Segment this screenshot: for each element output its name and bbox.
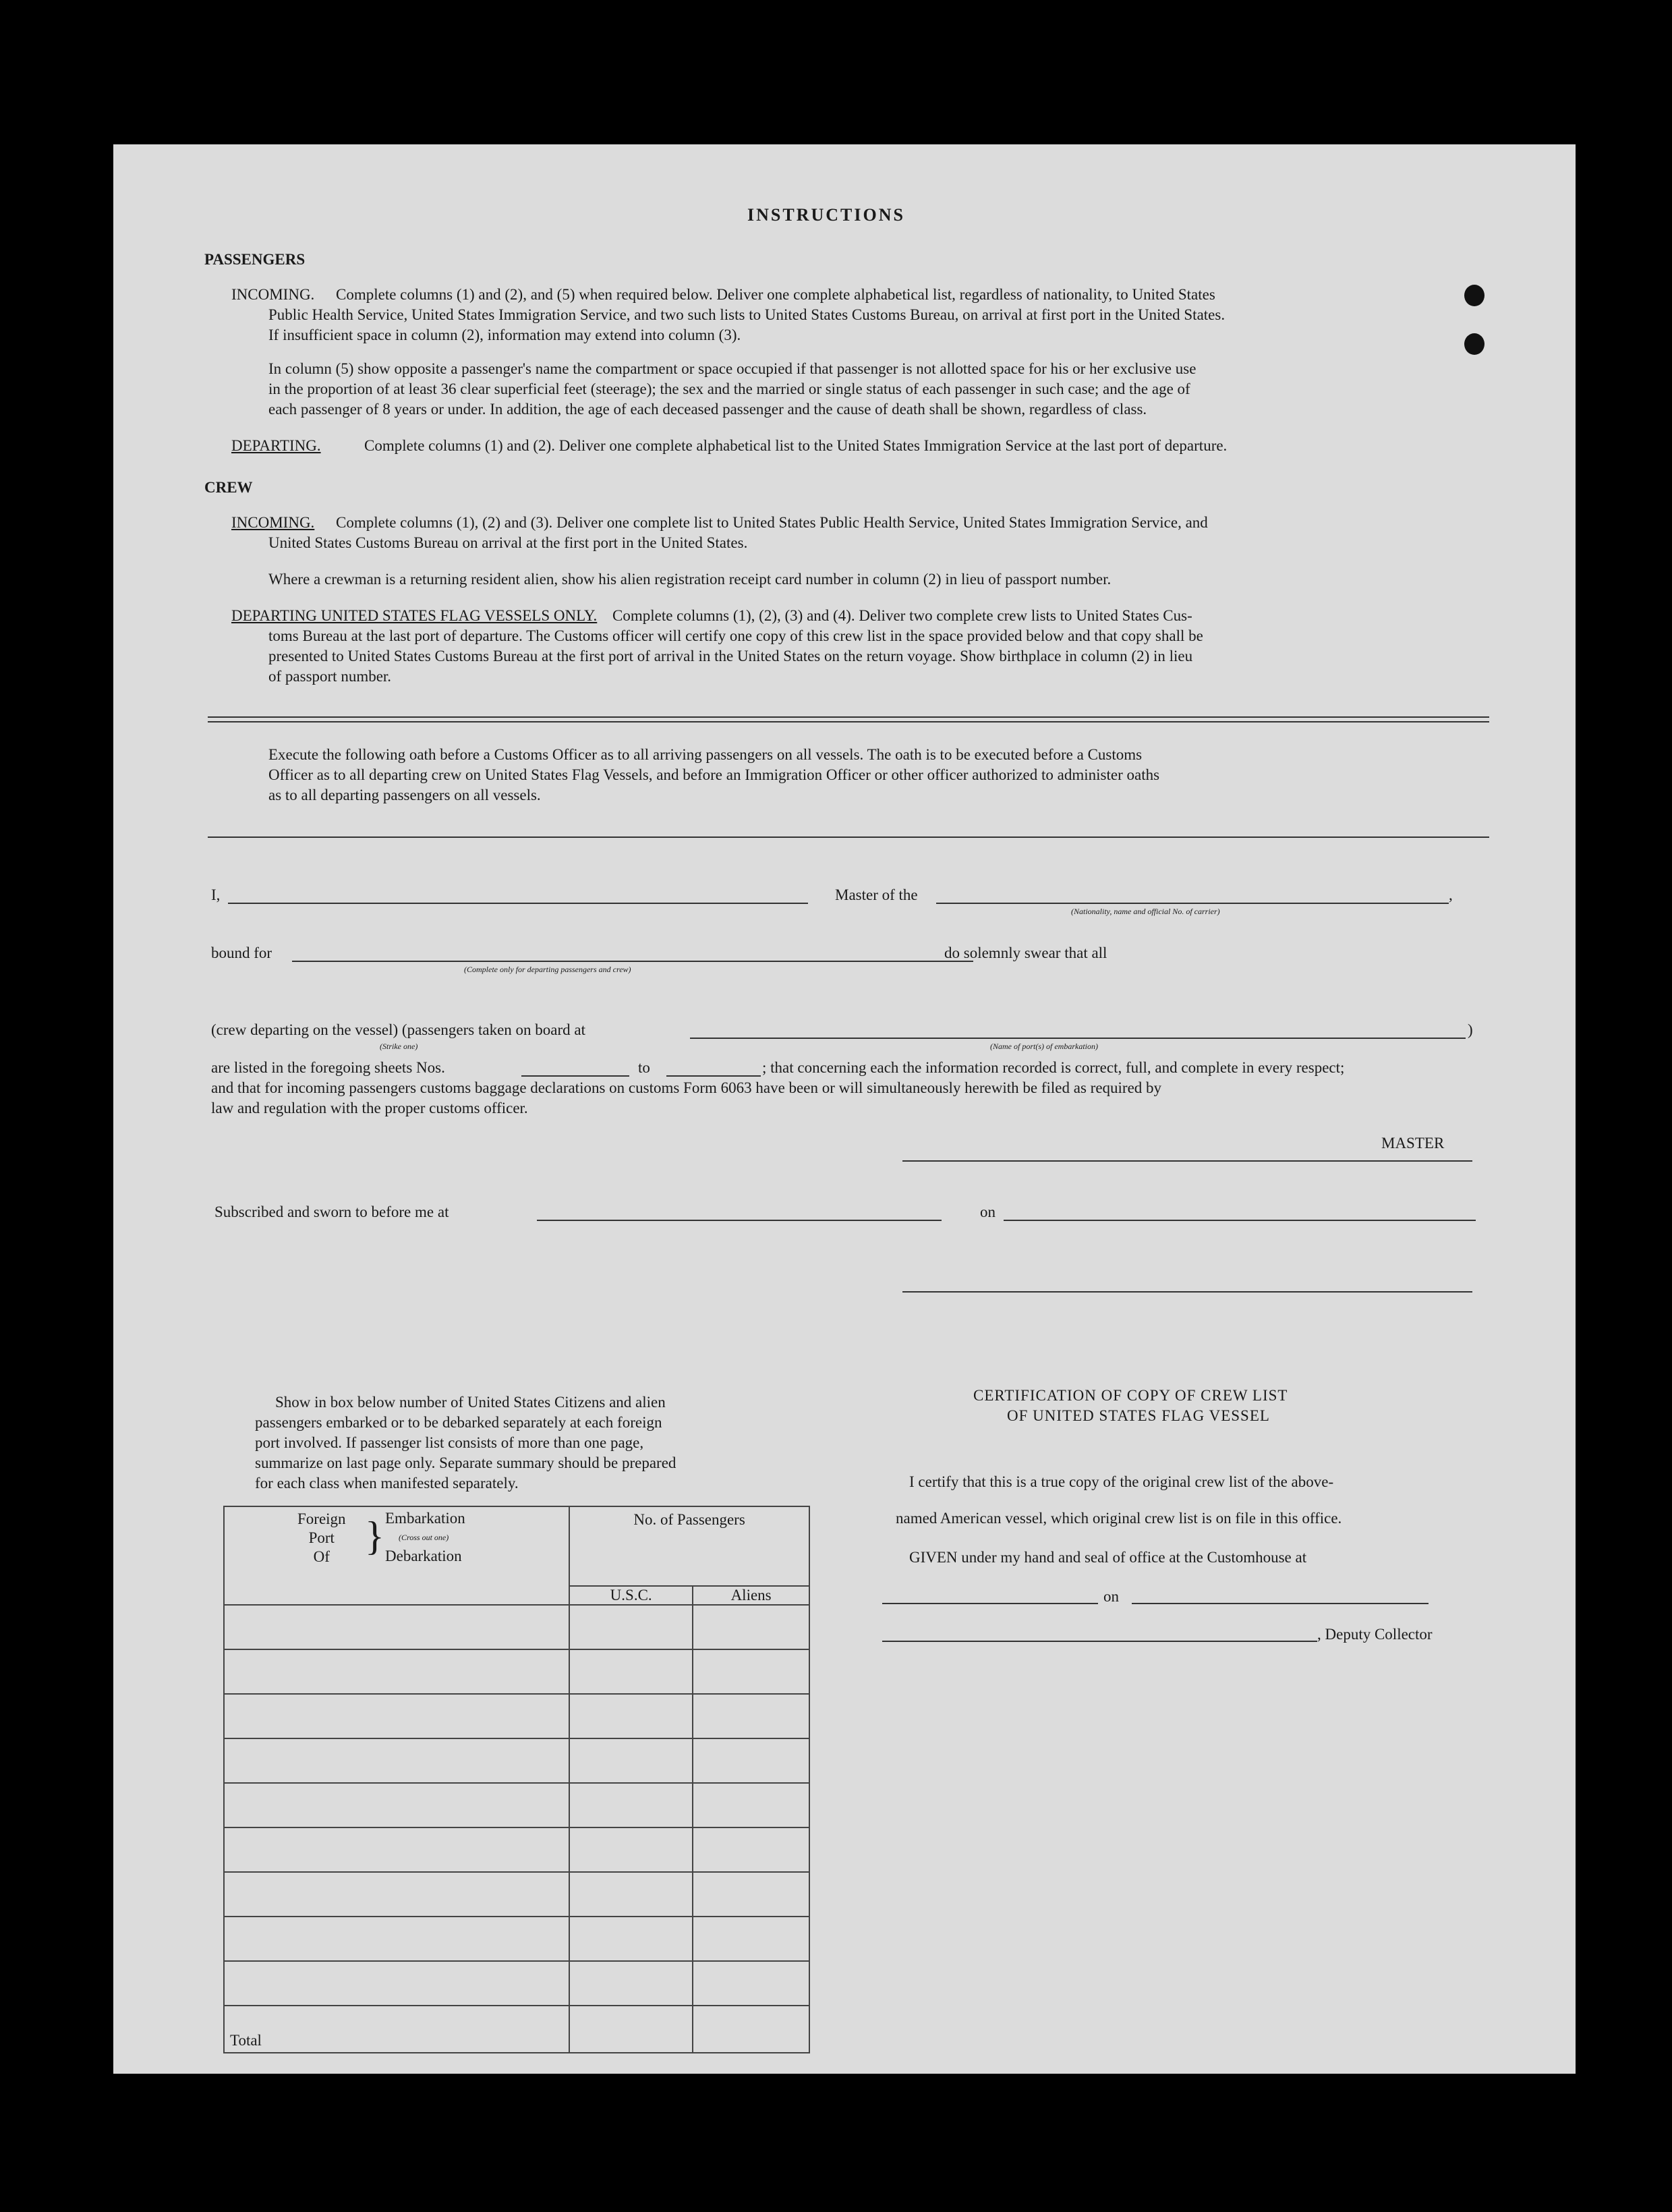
cross-out-caption: (Cross out one) [399,1533,449,1542]
aliens-cell[interactable] [693,1605,809,1649]
usc-cell[interactable] [569,1783,693,1827]
oath-intro-line2: Officer as to all departing crew on United States Flag Vessels, and before an Immigration Officer or other officer authorized to administer oaths [268,766,1160,783]
aliens-label: Aliens [730,1587,772,1604]
punch-hole-mark [1464,333,1484,355]
port-cell[interactable] [224,1917,569,1961]
bound-for-field[interactable] [292,961,973,962]
crew-resident-alien: Where a crewman is a returning resident alien, show his alien registration receipt card number in column (2) in lieu of passport number. [268,571,1112,588]
master-signature-field[interactable] [902,1160,1472,1162]
column5-line1: In column (5) show opposite a passenger's name the compartment or space occupied if that passenger is not allotted space for his or her exclusive use [268,360,1197,377]
officer-signature-field[interactable] [902,1291,1472,1293]
column5-line3: each passenger of 8 years or under. In addition, the age of each deceased passenger and the cause of death shall be shown, regardless of class. [268,401,1147,418]
carrier-caption: (Nationality, name and official No. of carrier) [1071,907,1220,916]
summary-instr-line5: for each class when manifested separately. [255,1475,519,1492]
port-cell[interactable] [224,1738,569,1783]
deputy-collector-label: , Deputy Collector [1317,1626,1433,1643]
certification-text-line1: I certify that this is a true copy of the original crew list of the above- [909,1473,1334,1490]
certification-title-line1: CERTIFICATION OF COPY OF CREW LIST [973,1387,1288,1404]
port-cell[interactable] [224,1961,569,2006]
master-of-label: Master of the [835,886,918,903]
passenger-summary-table [223,1506,810,2053]
port-cell[interactable] [224,1605,569,1649]
certification-on-label: on [1103,1588,1119,1605]
usc-cell[interactable] [569,1605,693,1649]
no-of-passengers-header [569,1506,809,1586]
crew-departing-text: (crew departing on the vessel) (passengers taken on board at [211,1021,585,1038]
crew-incoming-label: INCOMING. [231,514,315,531]
close-paren: ) [1468,1021,1473,1038]
customhouse-place-field[interactable] [882,1603,1098,1604]
aliens-cell[interactable] [693,1649,809,1694]
aliens-cell[interactable] [693,1917,809,1961]
summary-instr-line2: passengers embarked or to be debarked separately at each foreign [255,1414,662,1431]
oath-divider [208,836,1489,838]
oath-intro-line1: Execute the following oath before a Customs Officer as to all arriving passengers on all vessels. The oath is to be executed before a Customs [268,746,1143,763]
foreign-label: Foreign [297,1510,346,1527]
embarkation-label: Embarkation [385,1510,465,1527]
port-cell[interactable] [224,1649,569,1694]
port-label: Port [308,1529,335,1546]
crew-incoming-line2: United States Customs Bureau on arrival at the first port in the United States. [268,534,748,551]
usc-header [569,1586,693,1605]
crew-flag-line3: presented to United States Customs Bureau at the first port of arrival in the United States on the return voyage. Show birthplace in column (2) in lieu [268,648,1193,664]
subscribed-label: Subscribed and sworn to before me at [214,1203,449,1220]
sheets-line2: and that for incoming passengers customs baggage declarations on customs Form 6063 have been or will simultaneously herewith be filed as required by [211,1079,1162,1096]
no-of-passengers-label: No. of Passengers [633,1511,745,1528]
crew-heading: CREW [204,479,253,496]
aliens-header [693,1586,809,1605]
total-cell [224,2006,569,2053]
usc-label: U.S.C. [610,1587,652,1604]
certification-text-line2: named American vessel, which original crew list is on file in this office. [896,1510,1342,1527]
aliens-cell[interactable] [693,1872,809,1917]
subscribed-date-field[interactable] [1004,1220,1476,1221]
subscribed-on-label: on [980,1203,996,1220]
oath-intro-line3: as to all departing passengers on all vessels. [268,787,541,803]
strike-one-caption: (Strike one) [380,1042,418,1051]
aliens-cell[interactable] [693,1738,809,1783]
bound-for-label: bound for [211,944,272,961]
total-label: Total [230,2032,262,2049]
aliens-cell[interactable] [693,1694,809,1738]
port-cell[interactable] [224,1694,569,1738]
deputy-collector-signature-field[interactable] [882,1641,1317,1642]
sheets-to-label: to [638,1059,650,1076]
port-cell[interactable] [224,1783,569,1827]
swear-text: do solemnly swear that all [944,944,1107,961]
certification-title-line2: OF UNITED STATES FLAG VESSEL [1007,1407,1270,1424]
crew-flag-label: DEPARTING UNITED STATES FLAG VESSELS ONLY. [231,607,598,624]
passengers-heading: PASSENGERS [204,251,306,268]
sheet-from-field[interactable] [521,1075,629,1077]
carrier-field[interactable] [936,903,1449,904]
bound-for-caption: (Complete only for departing passengers and crew) [464,965,631,974]
passengers-incoming-line3: If insufficient space in column (2), information may extend into column (3). [268,327,741,343]
usc-cell[interactable] [569,1827,693,1872]
usc-cell[interactable] [569,1694,693,1738]
document-page: INSTRUCTIONS PASSENGERS INCOMING. Complete columns (1) and (2), and (5) when required below. Deliver one complete alphabetical list, regardless of nationality, to United States Public Health Service, United States Immigration Service, and two such lists to United States Customs Bureau, on arrival at first port in the United States. If insufficient space in column (2), information may extend into column (3). In column (5) show opposite a passenger's name the compartment or space occupied if that passenger is not allotted space for his or her exclusive use in the proportion of at least 36 clear superficial feet (steerage); the sex and the married or single status of each passenger in such case; and the age of each passenger of 8 years or under. In addition, the age of each deceased passenger and the cause of death shall be shown, regardless of class. DEPARTING. Complete columns (1) and (2). Deliver one complete alphabetical list to the United States Immigration Service at the last port of departure. CREW INCOMING. Complete columns (1), (2) and (3). Deliver one complete list to United States Public Health Service, United States Immigration Service, and United States Customs Bureau on arrival at the first port in the United States. Where a crewman is a returning resident alien, show his alien registration receipt card number in column (2) in lieu of passport number. DEPARTING UNITED STATES FLAG VESSELS ONLY. Complete columns (1), (2), (3) and (4). Deliver two complete crew lists to United States Cus- toms Bureau at the last port of departure. The Customs officer will certify one copy of this crew list in the space provided below and that copy shall be presented to United States Customs Bureau at the first port of arrival in the United States on the return voyage. Show birthplace in column (2) in lieu of passport number. Execute the following oath before a Customs Officer as to all arriving passengers on all vessels. The oath is to be executed before a Customs Officer as to all departing crew on United States Flag Vessels, and before an Immigration Officer or other officer authorized to administer oaths as to all departing passengers on all vessels. I, Master of the , (Nationality, name and official No. of carrier) bound for do solemnly swear that all (Complete only for departing passengers and crew) (crew departing on the vessel) (passengers taken on board at (Strike one) ) (Name of port(s) of embarkation) are listed in the foregoing sheets Nos. to ; that concerning each the information recorded is correct, full, and complete in every respect; and that for incoming passengers customs baggage declarations on customs Form 6063 have been or will simultaneously herewith be filed as required by law and regulation with the proper customs officer. MASTER Subscribed and sworn to before me at on Show in box below number of United States Citizens and alien passengers embarked or to be debarked separately at each foreign port involved. If passenger list consists of more than one page, summarize on last page only. Separate summary should be prepared for each class when manifested separately. Foreign Port Of } Embarkation (Cross out one) Debarkation No. of Passengers U.S.C. Aliens Total CERTIFICATION OF COPY OF CREW LIST OF UNITED STATES FLAG VESSEL I certify that this is a true copy of the original crew list of the above- named American vessel, which original crew list is on file in this office. GIVEN under my hand and seal of office at the Customhouse at on , Deputy Collector [113,144,1576,2074]
summary-instr-line3: port involved. If passenger list consists of more than one page, [255,1434,644,1451]
sheets-line1-rest: ; that concerning each the information recorded is correct, full, and complete in every respect; [762,1059,1345,1076]
crew-flag-line4: of passport number. [268,668,392,685]
passengers-departing-label: DEPARTING. [231,437,321,454]
port-cell[interactable] [224,1827,569,1872]
usc-total-cell[interactable] [569,2006,693,2053]
port-cell[interactable] [224,1872,569,1917]
passengers-departing-text: Complete columns (1) and (2). Deliver one complete alphabetical list to the United States Immigration Service at the last port of departure. [364,437,1228,454]
certification-date-field[interactable] [1132,1603,1429,1604]
crew-flag-line1: Complete columns (1), (2), (3) and (4). Deliver two complete crew lists to United States Cus- [612,607,1192,624]
embarkation-port-field[interactable] [690,1038,1466,1039]
subscribed-place-field[interactable] [537,1220,942,1221]
sheet-to-field[interactable] [666,1075,761,1077]
embarkation-caption: (Name of port(s) of embarkation) [990,1042,1098,1051]
summary-instr-line1: Show in box below number of United States Citizens and alien [275,1394,666,1411]
oath-i-label: I, [211,886,221,903]
usc-cell[interactable] [569,1649,693,1694]
passengers-incoming-label: INCOMING. [231,286,315,303]
aliens-cell[interactable] [693,1783,809,1827]
master-label: MASTER [1381,1135,1445,1152]
usc-cell[interactable] [569,1917,693,1961]
port-header-cell: Foreign Port Of } Embarkation (Cross out one) Debarkation [224,1506,569,1605]
aliens-total-cell[interactable] [693,2006,809,2053]
usc-cell[interactable] [569,1872,693,1917]
aliens-cell[interactable] [693,1827,809,1872]
debarkation-label: Debarkation [385,1548,462,1564]
summary-instr-line4: summarize on last page only. Separate summary should be prepared [255,1454,676,1471]
sheets-line3: law and regulation with the proper customs officer. [211,1100,528,1116]
document-title: INSTRUCTIONS [747,205,905,225]
usc-cell[interactable] [569,1738,693,1783]
passengers-incoming-line1: Complete columns (1) and (2), and (5) when required below. Deliver one complete alphabetical list, regardless of nationality, to United States [336,286,1215,303]
crew-incoming-line1: Complete columns (1), (2) and (3). Deliver one complete list to United States Public Health Service, United States Immigration Service, and [336,514,1208,531]
column5-line2: in the proportion of at least 36 clear superficial feet (steerage); the sex and the married or single status of each passenger in such case; and the age of [268,380,1190,397]
sheets-label: are listed in the foregoing sheets Nos. [211,1059,445,1076]
aliens-cell[interactable] [693,1961,809,2006]
usc-cell[interactable] [569,1961,693,2006]
section-divider [208,716,1489,722]
crew-flag-line2: toms Bureau at the last port of departure. The Customs officer will certify one copy of this crew list in the space provided below and that copy shall be [268,627,1203,644]
passengers-incoming-line2: Public Health Service, United States Immigration Service, and two such lists to United States Customs Bureau, on arrival at first port in the United States. [268,306,1226,323]
punch-hole-mark [1464,285,1484,306]
certification-given: GIVEN under my hand and seal of office at the Customhouse at [909,1549,1307,1566]
master-name-field[interactable] [228,903,808,904]
of-label: Of [313,1548,330,1565]
